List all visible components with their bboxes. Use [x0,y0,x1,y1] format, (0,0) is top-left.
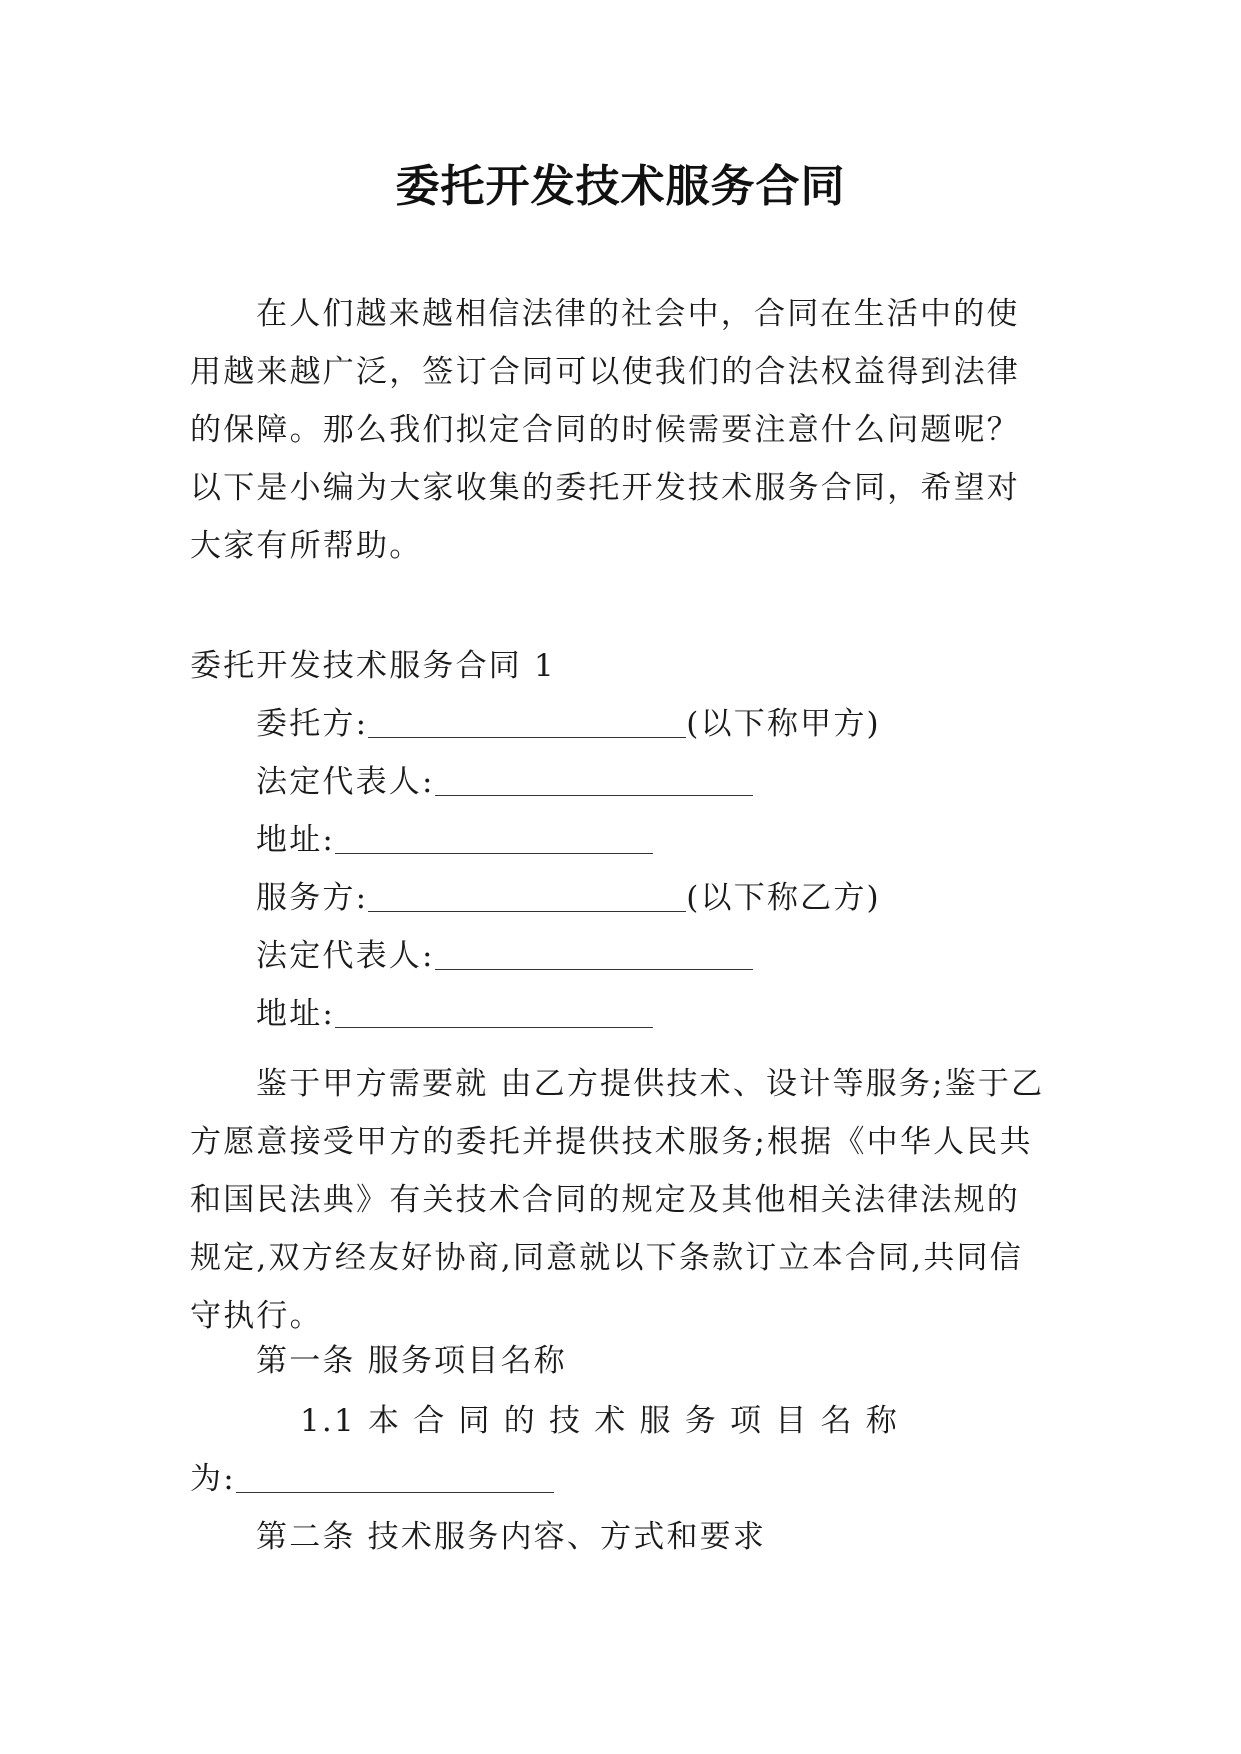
party-a-address-line [256,814,653,859]
clause-1-1-label: 为: [190,1461,236,1497]
intro-paragraph: 在人们越来越相信法律的社会中，合同在生活中的使用越来越广泛，签订合同可以使我们的合法权益得到法律的保障。那么我们拟定合同的时候需要注意什么问题呢？以下是小编为大家收集的委托开发技术服务合同，希望对大家有所帮助。 [190,296,1020,564]
party-b-rep-label: 法定代表人: [256,938,435,974]
party-a-line [256,698,881,743]
party-a-label: 委托方: [256,706,369,742]
party-a-rep-label: 法定代表人: [256,764,435,800]
clause-1-1-line2 [190,1453,554,1498]
project-name-blank[interactable] [236,1464,554,1493]
party-a-suffix: (以下称甲方) [686,706,881,742]
party-b-label: 服务方: [256,880,369,916]
party-b-address-line [256,988,653,1033]
party-b-address-blank[interactable] [335,999,653,1028]
clause-1-1-line1: 1.1 本 合 同 的 技 术 服 务 项 目 名 称 [300,1403,899,1439]
party-a-address-label: 地址: [256,822,336,858]
document-title: 委托开发技术服务合同 [395,161,846,212]
party-a-rep-blank[interactable] [435,767,753,796]
party-b-blank[interactable] [368,883,686,912]
party-a-address-blank[interactable] [335,825,653,854]
party-a-rep-line [256,756,753,801]
article-1-title: 第一条 服务项目名称 [256,1343,567,1379]
party-b-rep-line [256,930,753,975]
contract-heading: 委托开发技术服务合同 1 [190,648,556,684]
article-2-title: 第二条 技术服务内容、方式和要求 [256,1519,767,1555]
party-b-address-label: 地址: [256,996,336,1032]
party-b-line [256,872,881,917]
party-a-blank[interactable] [368,709,686,738]
party-b-rep-blank[interactable] [435,941,753,970]
party-b-suffix: (以下称乙方) [686,880,881,916]
preamble-paragraph: 鉴于甲方需要就 由乙方提供技术、设计等服务;鉴于乙方愿意接受甲方的委托并提供技术服务;根据《中华人民共和国民法典》有关技术合同的规定及其他相关法律法规的规定,双方经友好协商,同意就以下条款订立本合同,共同信守执行。 [190,1066,1045,1334]
